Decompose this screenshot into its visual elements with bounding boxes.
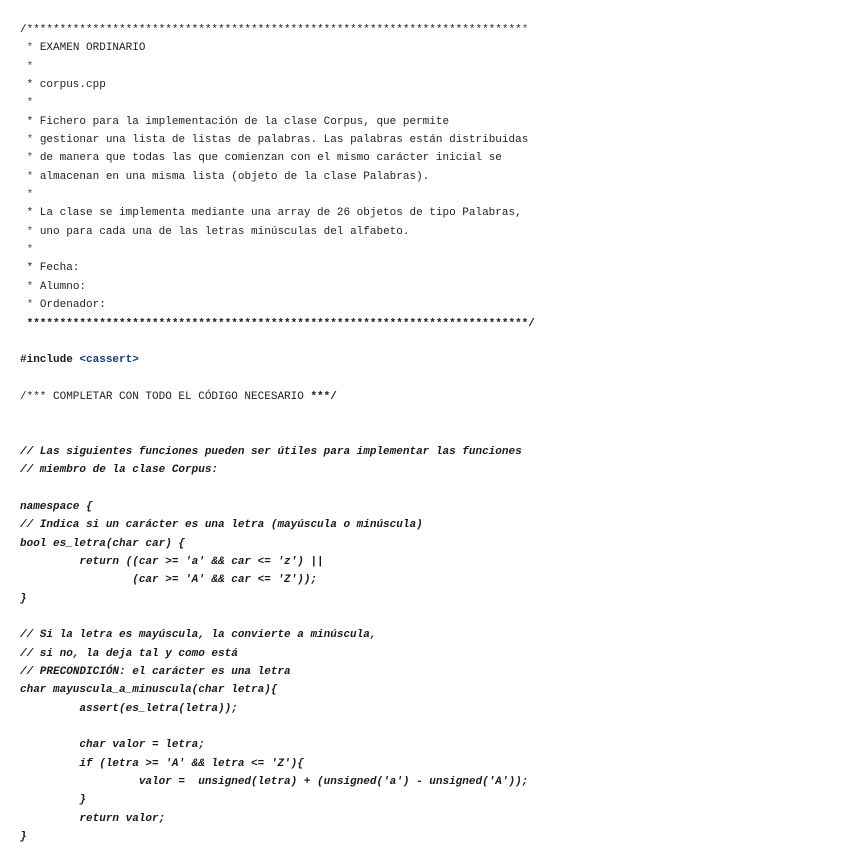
code-segment: *	[26, 299, 34, 312]
code-line	[20, 590, 535, 608]
code-segment: <cassert>	[79, 354, 139, 367]
code-line	[20, 480, 535, 498]
code-line	[20, 645, 535, 663]
code-segment: // PRECONDICIÓN: el carácter es una letra	[20, 666, 291, 679]
code-line	[20, 791, 535, 809]
code-segment: * Fichero para la implementación de la clase Corpus, que permite	[20, 115, 450, 128]
code-line	[20, 553, 535, 571]
code-line	[20, 168, 535, 186]
code-line	[20, 94, 535, 112]
code-segment	[20, 97, 27, 109]
code-segment: #include	[20, 354, 80, 367]
code-line	[20, 315, 535, 333]
code-segment: *	[26, 280, 34, 293]
code-line	[20, 388, 535, 406]
code-segment: almacenan en una misma lista (objeto de la clase Palabras).	[33, 170, 430, 183]
code-line	[20, 461, 535, 479]
code-line	[20, 755, 535, 773]
code-line	[20, 773, 535, 791]
code-line	[20, 681, 535, 699]
code-line	[20, 626, 535, 644]
code-segment: *	[26, 152, 34, 165]
code-segment: ***/	[310, 390, 337, 403]
code-segment: }	[20, 831, 27, 844]
code-segment: }	[20, 794, 87, 807]
code-segment: gestionar una lista de listas de palabras. Las palabras están distribuidas	[33, 134, 529, 147]
code-segment: // Si la letra es mayúscula, la convierte a minúscula,	[20, 629, 377, 642]
code-segment	[20, 244, 27, 256]
code-segment: // miembro de la clase Corpus:	[20, 464, 219, 477]
code-segment: * corpus.cpp	[20, 79, 106, 92]
code-line	[20, 498, 535, 516]
code-segment	[20, 171, 27, 183]
code-line	[20, 333, 535, 351]
code-line	[20, 76, 535, 94]
code-segment: *	[521, 24, 529, 36]
code-segment: // si no, la deja tal y como está	[20, 647, 238, 660]
code-line	[20, 608, 535, 626]
code-segment: }	[20, 592, 27, 605]
code-segment: valor = unsigned(letra) + (unsigned('a') - unsigned('A'));	[20, 776, 529, 789]
code-line	[20, 443, 535, 461]
code-segment: *	[26, 225, 34, 238]
code-segment: *	[26, 189, 34, 202]
code-line	[20, 113, 535, 131]
code-segment: bool es_letra(char car) {	[20, 537, 186, 550]
code-segment: (car >= 'A' && car <= 'Z'));	[20, 574, 318, 587]
code-segment	[20, 152, 27, 164]
code-line	[20, 204, 535, 222]
code-segment: return valor;	[20, 812, 166, 825]
code-segment: Alumno:	[33, 280, 87, 293]
code-segment: assert(es_letra(letra));	[20, 702, 238, 715]
code-segment	[20, 299, 27, 311]
code-segment: Ordenador:	[33, 299, 106, 312]
code-line	[20, 21, 535, 39]
code-segment	[20, 281, 27, 293]
code-segment: *	[26, 134, 34, 147]
code-line	[20, 425, 535, 443]
code-segment: // Indica si un carácter es una letra (mayúscula o minúscula)	[20, 519, 423, 532]
source-code-listing	[20, 21, 535, 846]
code-line	[20, 351, 535, 369]
code-segment: /***************************************************************************	[20, 24, 522, 36]
code-line	[20, 259, 535, 277]
code-segment	[20, 42, 27, 54]
code-segment: namespace {	[20, 500, 93, 513]
code-segment: EXAMEN ORDINARIO	[33, 42, 146, 55]
code-line	[20, 186, 535, 204]
code-line	[20, 736, 535, 754]
code-line	[20, 149, 535, 167]
code-segment: ****************************************************************************/	[20, 317, 535, 330]
code-line	[20, 241, 535, 259]
code-segment	[20, 134, 27, 146]
code-line	[20, 223, 535, 241]
code-line	[20, 535, 535, 553]
code-segment: *	[26, 42, 34, 55]
code-segment: char mayuscula_a_minuscula(char letra){	[20, 684, 278, 697]
code-segment	[20, 226, 27, 238]
code-segment: char valor = letra;	[20, 739, 205, 752]
code-line	[20, 516, 535, 534]
code-line	[20, 370, 535, 388]
code-line	[20, 58, 535, 76]
code-line	[20, 296, 535, 314]
code-segment: de manera que todas las que comienzan con el mismo carácter inicial se	[33, 152, 502, 165]
code-segment: *	[26, 97, 34, 110]
code-line	[20, 278, 535, 296]
code-segment	[20, 189, 27, 201]
code-line	[20, 828, 535, 846]
code-line	[20, 718, 535, 736]
code-segment: *	[26, 244, 34, 257]
code-segment: uno para cada una de las letras minúsculas del alfabeto.	[33, 225, 410, 238]
code-line	[20, 131, 535, 149]
code-segment: * Fecha:	[20, 262, 80, 275]
code-line	[20, 810, 535, 828]
code-segment: return ((car >= 'a' && car <= 'z') ||	[20, 555, 324, 568]
code-segment: if (letra >= 'A' && letra <= 'Z'){	[20, 757, 304, 770]
code-line	[20, 39, 535, 57]
code-segment: *	[26, 60, 34, 73]
code-line	[20, 700, 535, 718]
code-line	[20, 571, 535, 589]
code-segment	[20, 61, 27, 73]
code-segment: // Las siguientes funciones pueden ser útiles para implementar las funciones	[20, 445, 522, 458]
code-segment: /*** COMPLETAR CON TODO EL CÓDIGO NECESARIO	[20, 390, 311, 403]
code-segment: * La clase se implementa mediante una array de 26 objetos de tipo Palabras,	[20, 207, 522, 220]
code-line	[20, 663, 535, 681]
code-segment: *	[26, 170, 34, 183]
code-line	[20, 406, 535, 424]
